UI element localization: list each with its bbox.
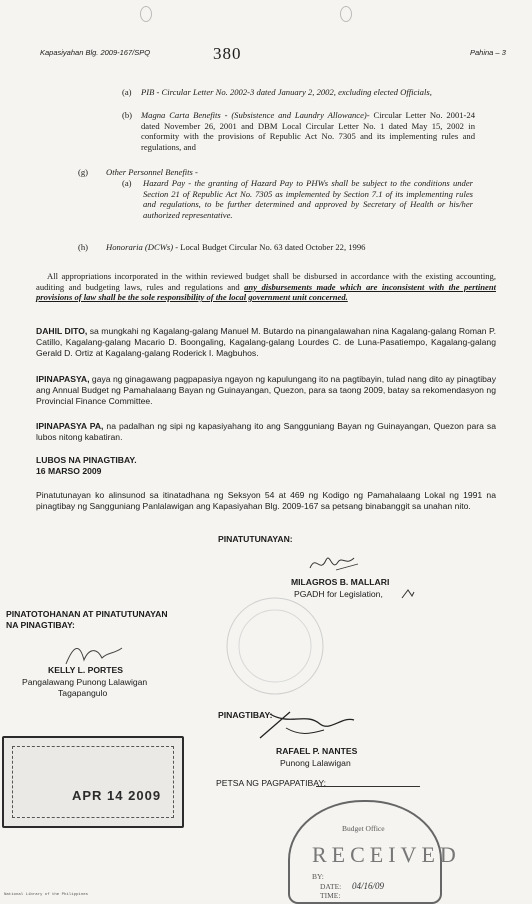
resolution-number: Kapasiyahan Blg. 2009-167/SPQ <box>40 48 151 57</box>
punch-hole <box>140 6 152 22</box>
vice-governor-title: Pangalawang Punong Lalawigan <box>22 677 148 687</box>
certification-paragraph: Pinatutunayan ko alinsunod sa itinatadhana ng Seksyon 54 at 469 ng Kodigo ng Pamahalaang Lokal ng 1991 na pinagtibay ng Sangguniang Panlalawigan ang Kapasiyahan Blg. 2009-167 sa petsang binabanggit sa unahan nito. <box>36 490 496 511</box>
item-a-text: PIB - Circular Letter No. 2002-3 dated January 2, 2002, excluding elected Officials, <box>141 87 432 97</box>
item-h-text: Honoraria (DCWs) - Local Budget Circular No. 63 dated October 22, 1996 <box>106 242 366 252</box>
certifier-title: PGADH for Legislation, <box>294 589 383 599</box>
lubos-na-pinagtibay: LUBOS NA PINAGTIBAY. <box>36 455 137 465</box>
ipinapasya-pa-paragraph: IPINAPASYA PA, na padalhan ng sipi ng kapasiyahang ito ang Sangguniang Bayan ng Guinayangan, Quezon para sa lubos nitong kabatiran. <box>36 421 496 442</box>
attest-label-1: PINATOTOHANAN AT PINATUTUNAYAN <box>6 609 168 619</box>
item-h-label: (h) <box>78 242 89 252</box>
budget-office-stamp <box>288 800 461 904</box>
certifier-name: MILAGROS B. MALLARI <box>291 577 390 587</box>
seal-watermark <box>200 586 350 706</box>
item-b-label: (b) <box>122 110 133 120</box>
vice-governor-role: Tagapangulo <box>58 688 108 698</box>
dahil-dito-paragraph: DAHIL DITO, sa mungkahi ng Kagalang-galang Manuel M. Butardo na pinangalawahan nina Kagalang-galang Roman P. Catillo, Kagalang-galang Macario D. Boongaling, Kagalang-galang Lourdes C. de Luna-Pasatiempo, Kagalang-galang Gerald D. Ortiz at Kagalang-galang Roderick I. Magbuhos. <box>36 326 496 358</box>
page-number: Pahina – 3 <box>470 48 506 57</box>
approval-date-line <box>316 786 420 787</box>
received-stamp-date: APR 14 2009 <box>72 788 162 803</box>
governor-title: Punong Lalawigan <box>280 758 351 768</box>
stamp-date-value: 04/16/09 <box>352 881 385 891</box>
approval-date-label: PETSA NG PAGPAPATIBAY: <box>216 778 326 788</box>
approved-label: PINAGTIBAY: <box>218 710 273 720</box>
initials-mark <box>400 588 416 600</box>
stamp-by-label: BY: <box>312 872 324 881</box>
attest-label-2: NA PINAGTIBAY: <box>6 620 75 630</box>
page-stamp-number: 380 <box>213 44 242 63</box>
stamp-time-label: TIME: <box>320 891 341 900</box>
adoption-date: 16 MARSO 2009 <box>36 466 102 476</box>
item-b-text: Magna Carta Benefits - (Subsistence and Laundry Allowance)- Circular Letter No. 2001-24 dated November 26, 2001 and DBM Local Circular Letter No. 1 dated May 15, 2002 in conformity with the provisions of Republic Act No. 7305 and its implementing rules and regulations, and <box>141 110 475 152</box>
vice-governor-name: KELLY L. PORTES <box>48 665 123 675</box>
item-g-sub-text: Hazard Pay - the granting of Hazard Pay to PHWs shall be subject to the conditions under Section 21 of Republic Act No. 7305 as implemented by Section 7.1 of its implementing rules and regulations, to be further determined and approved by Secretary of Health or his/her authorized representative. <box>143 178 473 220</box>
punch-hole <box>340 6 352 22</box>
scan-footer: National Library of the Philippines <box>4 893 89 897</box>
stamp-received: RECEIVED <box>312 842 461 867</box>
governor-name: RAFAEL P. NANTES <box>276 746 358 756</box>
stamp-budget-office: Budget Office <box>342 824 385 833</box>
item-g-sub-label: (a) <box>122 178 132 188</box>
item-g-label: (g) <box>78 167 89 177</box>
item-g-title: Other Personnel Benefits - <box>106 167 198 177</box>
certified-label: PINATUTUNAYAN: <box>218 534 293 544</box>
appropriations-paragraph: All appropriations incorporated in the within reviewed budget shall be disbursed in accordance with the existing accounting, auditing and budgeting laws, rules and regulations and any disbursements made which are inconsistent with the pertinent provisions of law shall be the sole responsibility of the local government unit concerned. <box>36 271 496 302</box>
nantes-signature <box>250 706 360 746</box>
mallari-signature <box>306 548 366 578</box>
stamp-date-label: DATE: <box>320 882 342 891</box>
ipinapasya-paragraph: IPINAPASYA, gaya ng ginagawang pagpapasiya ngayon ng kapulungang ito na pagtibayin, tulad nang dito ay pinagtibay ang Annual Budget ng Pamahalaang Bayan ng Guinayangan, Quezon, para sa taong 2009, batay sa rekomendasyon ng Provincial Finance Committee. <box>36 374 496 406</box>
received-date-stamp <box>2 736 184 828</box>
item-a-label: (a) <box>122 87 132 97</box>
